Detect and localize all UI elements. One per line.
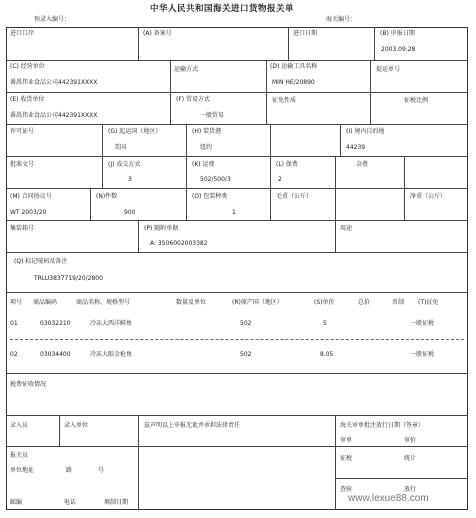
goods-item-no: 01 bbox=[10, 320, 18, 327]
documents-label: (P) 随附单据 bbox=[144, 225, 179, 232]
net-weight-label: 净重（公斤） bbox=[410, 193, 447, 200]
col-divider bbox=[270, 124, 271, 220]
goods-header-exemption: (T)征免 bbox=[418, 299, 439, 306]
gross-weight-label: 毛重（公斤） bbox=[276, 193, 313, 200]
destination-label: (I) 境内目的地 bbox=[346, 128, 385, 135]
documents-value: A: 3506002003382 bbox=[150, 240, 208, 247]
road-label: 路 bbox=[66, 467, 73, 474]
col-divider bbox=[370, 60, 371, 124]
goods-origin: 502 bbox=[240, 351, 252, 358]
freight-value: 502/500/3 bbox=[200, 176, 231, 183]
row-divider bbox=[6, 252, 468, 253]
goods-item-no: 02 bbox=[10, 351, 18, 358]
consignee-label: (E) 收货单位 bbox=[10, 96, 45, 103]
watermark: www.lexue88.com bbox=[348, 493, 429, 504]
freight-label: (K) 运费 bbox=[192, 161, 215, 168]
goods-header-currency: 币制 bbox=[392, 299, 405, 306]
col-divider bbox=[90, 188, 91, 220]
goods-separator bbox=[10, 339, 464, 340]
col-divider bbox=[59, 415, 60, 446]
origin-country-value: 美国 bbox=[114, 144, 127, 151]
col-divider bbox=[288, 27, 289, 60]
unit-address-label: 单位地址 bbox=[10, 467, 35, 474]
declaration-form-frame bbox=[6, 27, 468, 510]
declarant-label: 报关员 bbox=[10, 452, 29, 459]
statistics-label: 统计 bbox=[404, 455, 417, 462]
goods-header-item-no: 项号 bbox=[10, 299, 23, 306]
deal-mode-label: (J) 成交方式 bbox=[108, 161, 141, 168]
goods-header-code: 商品编码 bbox=[33, 299, 58, 306]
trade-mode-value: 一般贸易 bbox=[200, 112, 225, 119]
operator-value: 番禺伟业食品公司442391XXXX bbox=[10, 79, 98, 86]
customs-approval-label: 海关审单批注放行日期（签章） bbox=[340, 422, 425, 429]
row-divider bbox=[6, 220, 468, 221]
postcode-label: 邮编 bbox=[10, 499, 23, 506]
price-review-label: 审价 bbox=[404, 437, 417, 444]
goods-name: 冷冻大眼金枪鱼 bbox=[90, 351, 133, 358]
goods-code: 03034400 bbox=[40, 351, 71, 358]
col-divider bbox=[138, 415, 139, 510]
fill-date-label: 填制日期 bbox=[104, 499, 129, 506]
insurance-value: 2 bbox=[278, 176, 282, 183]
goods-header-unit-price: (S)单价 bbox=[314, 299, 335, 306]
container-label: 集装箱号 bbox=[10, 225, 35, 232]
record-unit-label: 录入单位 bbox=[64, 422, 89, 429]
port-label: 进口口岸 bbox=[10, 30, 35, 37]
phone-label: 电话 bbox=[64, 499, 77, 506]
tax-ratio-label: 征税比例 bbox=[404, 97, 429, 104]
pieces-label: (N)件数 bbox=[96, 193, 118, 200]
row-divider bbox=[6, 292, 468, 293]
deal-mode-value: 3 bbox=[128, 176, 132, 183]
contract-value: WT 2003/20 bbox=[10, 209, 47, 216]
marks-value: TRLU3837719/20/2800 bbox=[34, 275, 103, 282]
row-divider bbox=[6, 415, 468, 416]
goods-name: 冷冻大西洋鲑鱼 bbox=[90, 320, 133, 327]
contract-label: (M) 合同协议号 bbox=[10, 193, 52, 200]
row-divider bbox=[6, 373, 468, 374]
destination-value: 44239 bbox=[346, 144, 366, 151]
consignee-value: 番禺伟业食品公司442391XXXX bbox=[10, 112, 98, 119]
misc-fee-label: 杂费 bbox=[356, 161, 369, 168]
bill-no-label: 提运单号 bbox=[376, 66, 401, 73]
col-divider bbox=[266, 60, 267, 124]
license-label: 许可证号 bbox=[10, 128, 35, 135]
insurance-label: (L) 保费 bbox=[276, 161, 298, 168]
release-label: 放行 bbox=[404, 486, 417, 493]
marks-label: (Q) 标记唛码及备注 bbox=[14, 258, 68, 265]
col-divider bbox=[340, 124, 341, 156]
operator-label: (C) 经营单位 bbox=[10, 63, 45, 70]
declaration-text: 兹声明以上申报无讹并承担法律责任 bbox=[144, 422, 241, 429]
goods-unit-price: 8.05 bbox=[320, 351, 334, 358]
row-divider bbox=[6, 60, 468, 61]
record-no-label: (A) 备案号 bbox=[143, 30, 172, 37]
goods-header-name: 商品名称、规格型号 bbox=[76, 299, 131, 306]
goods-unit-price: 5 bbox=[323, 320, 327, 327]
goods-exemption: 一般征税 bbox=[410, 351, 435, 358]
row-divider bbox=[6, 124, 468, 125]
import-date-label: 进口日期 bbox=[293, 30, 318, 37]
package-label: (O) 包装种类 bbox=[192, 193, 228, 200]
vehicle-value: MIN HE/20890 bbox=[272, 79, 315, 86]
origin-country-label: (G) 起运国（地区） bbox=[108, 128, 162, 135]
pieces-value: 900 bbox=[124, 209, 136, 216]
transport-mode-label: 运输方式 bbox=[174, 66, 199, 73]
col-divider bbox=[170, 60, 171, 124]
col-divider bbox=[138, 27, 139, 60]
row-divider bbox=[6, 446, 468, 447]
goods-header-quantity: 数量及单位 bbox=[176, 299, 207, 306]
trade-mode-label: (F) 贸易方式 bbox=[176, 96, 211, 103]
vehicle-label: (D) 运输工具名称 bbox=[270, 63, 318, 70]
inspection-label: 查验 bbox=[340, 486, 353, 493]
col-divider bbox=[102, 124, 103, 188]
col-divider bbox=[138, 220, 139, 252]
tax-section-label: 税费征收情况 bbox=[10, 381, 47, 388]
col-divider bbox=[186, 124, 187, 220]
declare-date-value: 2003.09.28 bbox=[381, 46, 416, 53]
col-divider bbox=[335, 415, 336, 510]
row-divider bbox=[6, 188, 468, 189]
approval-label: 批准文号 bbox=[10, 161, 35, 168]
goods-exemption: 一般征税 bbox=[410, 320, 435, 327]
row-divider bbox=[6, 156, 468, 157]
row-divider bbox=[335, 478, 468, 479]
col-divider bbox=[374, 27, 375, 60]
customs-number-label: 海关编号： bbox=[326, 16, 357, 23]
load-port-label: (H) 装货港 bbox=[192, 128, 222, 135]
document-title: 中华人民共和国海关进口货物报关单 bbox=[150, 4, 295, 14]
col-divider bbox=[404, 156, 405, 220]
load-port-value: 纽约 bbox=[200, 144, 213, 151]
goods-code: 03032210 bbox=[40, 320, 71, 327]
review-label: 审单 bbox=[340, 437, 353, 444]
package-value: 1 bbox=[232, 209, 236, 216]
tax-collect-label: 征税 bbox=[340, 455, 353, 462]
goods-header-total: 总价 bbox=[358, 299, 371, 306]
col-divider bbox=[335, 156, 336, 252]
row-divider bbox=[6, 92, 468, 93]
goods-origin: 502 bbox=[240, 320, 252, 327]
tax-nature-label: 征免性质 bbox=[272, 97, 297, 104]
goods-header-origin: (R)原产国（地区） bbox=[232, 299, 283, 306]
preentry-number-label: 预录入编号： bbox=[34, 16, 71, 23]
declare-date-label: (B) 申报日期 bbox=[380, 30, 415, 37]
number-label: 号 bbox=[98, 467, 105, 474]
usage-label: 用途 bbox=[340, 225, 353, 232]
recorder-label: 录入员 bbox=[10, 422, 29, 429]
